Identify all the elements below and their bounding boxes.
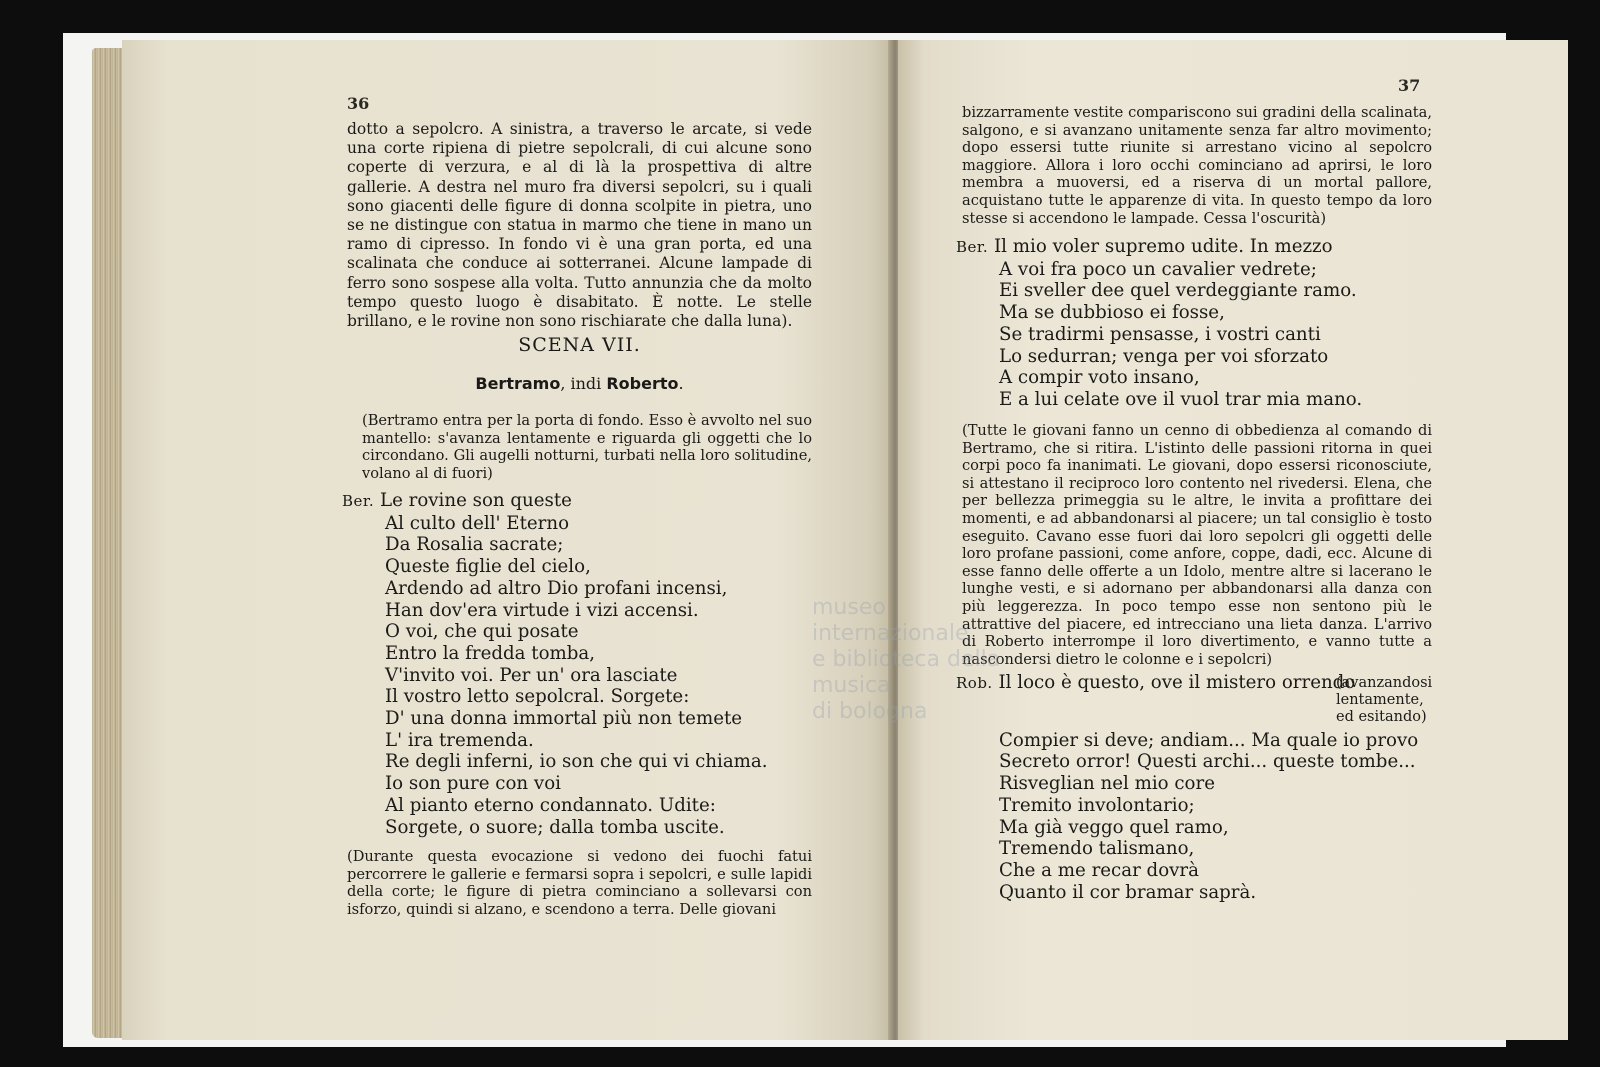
stage-direction: bizzarramente vestite compariscono sui gradini della scalinata, salgono, e si avanzano unitamente senza far altro movimento; dopo essersi tutte riunite si arrestano vicino al sepolcro maggiore. Allora i loro occhi cominciano ad aprirsi, le loro membra a muoversi, ed a riserva di un mortal pallore, acquistano tutte le apparenze di vita. In questo tempo da loro stesse si accendono le lampade. Cessa l'oscurità) — [962, 104, 1432, 227]
verse-line: Che a me recar dovrà — [999, 859, 1199, 881]
page-number: 37 — [1398, 76, 1421, 95]
verse-line — [956, 672, 1446, 695]
watermark-line: di bologna — [812, 699, 928, 724]
verse-block — [956, 236, 1446, 411]
verse-line: O voi, che qui posate — [385, 621, 579, 643]
verse-line: Tremendo talismano, — [999, 838, 1195, 860]
verse-line: Ardendo ad altro Dio profani incensi, — [385, 577, 728, 599]
left-page — [122, 40, 892, 1040]
verse-line: Ma se dubbioso ei fosse, — [999, 302, 1225, 324]
page-number: 36 — [347, 94, 370, 113]
watermark-line: museo internazionale — [812, 595, 969, 646]
open-book — [92, 40, 1480, 1040]
verse-line: Da Rosalia sacrate; — [385, 534, 564, 556]
verse-line: Quanto il cor bramar saprà. — [999, 881, 1257, 903]
character-name: Bertramo — [475, 374, 561, 393]
verse-line: Han dov'era virtude i vizi accensi. — [385, 599, 699, 621]
speaker-label: Ber. — [342, 492, 375, 510]
scene-characters — [347, 374, 812, 393]
verse-text: Le rovine son queste — [380, 490, 572, 511]
speaker-label: Rob. — [956, 674, 993, 692]
verse-line: D' una donna immortal più non temete — [385, 708, 743, 730]
verse-line: L' ira tremenda. — [385, 729, 534, 751]
character-name: Roberto — [606, 374, 679, 393]
library-watermark — [812, 595, 1012, 724]
verse-line: Risveglian nel mio core — [999, 773, 1215, 795]
scene-description-text: dotto a sepolcro. A sinistra, a traverso le arcate, si vede una corte ripiena di pietre sepolcrali, di cui alcune sono coperte di verzura, e al di là la prospettiva di altre gallerie. A destra nel muro fra diversi sepolcri, su i quali sono giacenti delle figure di donna scolpite in pietra, uno se ne distingue con statua in marmo che tiene in mano un ramo di cipresso. In fondo vi è una gran porta, ed una scalinata che conduce ai sotterranei. Alcune lampade di ferro sono sospese alla volta. Tutto annunzia che da molto tempo questo luogo è disabitato. È notte. Le stelle brillano, e le rovine non sono rischiarate che dalla luna). — [347, 120, 812, 331]
verse-block — [342, 490, 822, 838]
scene-title: SCENA VII. — [518, 334, 641, 356]
character-joiner: , indi — [560, 374, 607, 393]
verse-line: Tremito involontario; — [999, 794, 1195, 816]
stage-direction: (Durante questa evocazione si vedono dei fuochi fatui percorrere le gallerie e fermarsi sopra i sepolcri, e sulle lapidi della corte; le figure di pietra cominciano a sollevarsi con isforzo, quindi si alzano, e scendono a terra. Delle giovani — [347, 848, 812, 918]
verse-line — [342, 490, 822, 513]
verse-line: A compir voto insano, — [999, 367, 1200, 389]
verse-line: V'invito voi. Per un' ora lasciate — [385, 664, 678, 686]
verse-line: A voi fra poco un cavalier vedrete; — [999, 258, 1317, 280]
verse-line: Re degli inferni, io son che qui vi chiama. — [385, 751, 768, 773]
verse-block — [956, 672, 1446, 903]
character-end: . — [678, 374, 684, 393]
scene-description — [347, 120, 812, 331]
stage-direction: (Tutte le giovani fanno un cenno di obbedienza al comando di Bertramo, che si ritira. L'istinto delle passioni ritorna in quei corpi poco fa inanimati. Le giovani, dopo essersi riconosciute, si attestano il reciproco loro contento nel rivedersi. Elena, che per bellezza primeggia su le altre, le invita a profittare dei momenti, e ad abbandonarsi al piacere; un tal consiglio è tosto eseguito. Cavano esse fuori dai loro sepolcri gli oggetti delle loro profane passioni, come anfore, coppe, dadi, ecc. Alcune di esse fanno delle offerte a un Idolo, mentre altre si lacerano le lunghe vesti, e si adornano per abbandonarsi alla danza con più leggerezza. In poco tempo esse non sentono più le attrattive del piacere, ed intrecciano una lieta danza. L'arrivo di Roberto interrompe il loro divertimento, e vanno tutte a nascondersi dietro le colonne e i sepolcri) — [962, 422, 1432, 668]
verse-line — [956, 236, 1446, 259]
verse-line: Queste figlie del cielo, — [385, 556, 591, 578]
verse-line: Compier si deve; andiam... Ma quale io provo — [999, 729, 1419, 751]
verse-line: Al pianto eterno condannato. Udite: — [385, 794, 716, 816]
right-page — [898, 40, 1568, 1040]
verse-line: Io son pure con voi — [385, 773, 561, 795]
verse-line: Entro la fredda tomba, — [385, 642, 596, 664]
verse-line: Sorgete, o suore; dalla tomba uscite. — [385, 816, 725, 838]
verse-text: Il mio voler supremo udite. In mezzo — [994, 236, 1333, 257]
verse-line: Ma già veggo quel ramo, — [999, 816, 1229, 838]
verse-line: Al culto dell' Eterno — [385, 512, 570, 534]
stage-direction: (Bertramo entra per la porta di fondo. Esso è avvolto nel suo mantello: s'avanza lentamente e riguarda gli oggetti che lo circondano. Gli augelli notturni, turbati nella loro solitudine, volano al di fuori) — [362, 412, 812, 482]
verse-line: Ei sveller dee quel verdeggiante ramo. — [999, 280, 1357, 302]
verse-line: Secreto orror! Questi archi... queste tombe... — [999, 751, 1416, 773]
speaker-label: Ber. — [956, 238, 989, 256]
verse-line: Se tradirmi pensasse, i vostri canti — [999, 323, 1321, 345]
verse-text: Il loco è questo, ove il mistero orrendo — [998, 672, 1356, 693]
verse-line: E a lui celate ove il vuol trar mia mano. — [999, 388, 1363, 410]
stage-direction-text: (avanzandosi lentamente, ed esitando) — [1336, 674, 1433, 725]
verse-line: Lo sedurran; venga per voi sforzato — [999, 345, 1329, 367]
watermark-line: e biblioteca della musica — [812, 647, 1001, 698]
verse-line: Il vostro letto sepolcral. Sorgete: — [385, 686, 690, 708]
